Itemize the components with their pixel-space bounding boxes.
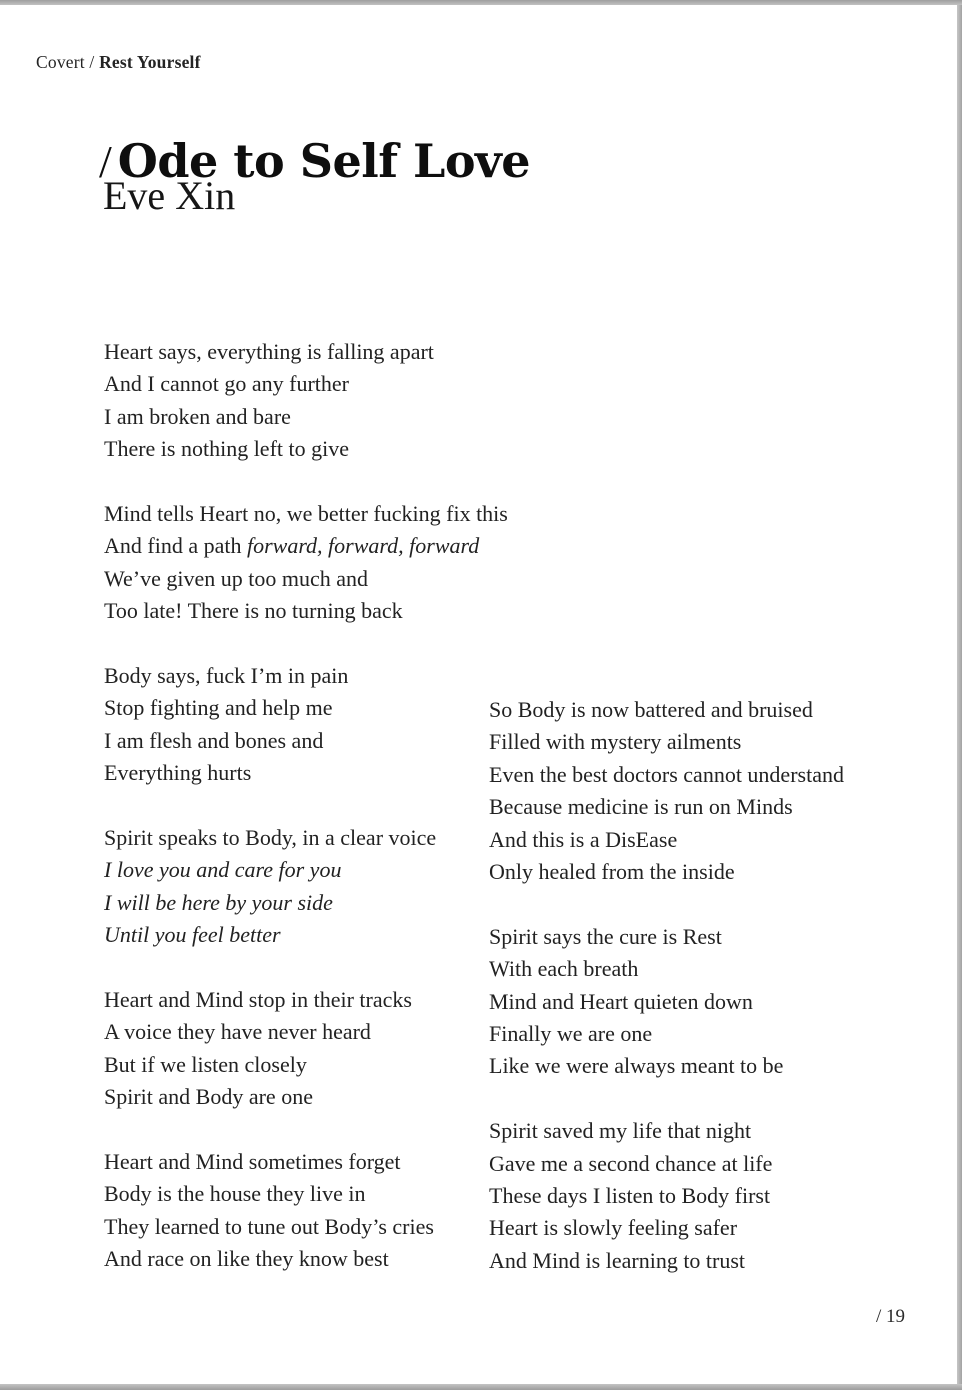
poem-line xyxy=(104,595,508,627)
poem-text: Too late! There is no turning back xyxy=(104,598,403,624)
poem-line xyxy=(489,824,844,856)
poem-column-1 xyxy=(104,336,508,1308)
poem-text: Heart is slowly feeling safer xyxy=(489,1215,738,1241)
poem-line xyxy=(104,433,508,465)
poem-text: There is nothing left to give xyxy=(104,436,349,462)
poem-text: Spirit saved my life that night xyxy=(489,1118,752,1144)
poem-text: We’ve given up too much and xyxy=(104,565,368,591)
poem-line xyxy=(489,1245,844,1277)
poem-line xyxy=(489,1180,844,1212)
poem-text-italic: I love you and care for you xyxy=(104,857,342,883)
poem-text: But if we listen closely xyxy=(104,1051,307,1077)
poem-text: Stop fighting and help me xyxy=(104,695,333,721)
poem-line xyxy=(489,1212,844,1244)
poem-text: Gave me a second chance at life xyxy=(489,1150,773,1176)
poem-line xyxy=(104,854,508,886)
poem-line xyxy=(104,1049,508,1081)
poem-text: Body says, fuck I’m in pain xyxy=(104,663,349,689)
stanza xyxy=(104,984,508,1114)
poem-text: Heart and Mind stop in their tracks xyxy=(104,987,412,1013)
poem-text: Spirit speaks to Body, in a clear voice xyxy=(104,825,437,851)
poem-text: Filled with mystery ailments xyxy=(489,729,742,755)
poem-text: Only healed from the inside xyxy=(489,859,735,885)
poem-line xyxy=(104,1081,508,1113)
poem-column-2 xyxy=(489,694,844,1310)
poem-line xyxy=(104,530,508,562)
poem-line xyxy=(489,726,844,758)
stanza xyxy=(489,694,844,888)
poem-text: Heart says, everything is falling apart xyxy=(104,339,434,364)
poem-text: Even the best doctors cannot understand xyxy=(489,761,844,787)
stanza xyxy=(104,336,508,466)
poem-text: I am flesh and bones and xyxy=(104,727,324,753)
poem-line xyxy=(104,1016,508,1048)
stanza xyxy=(104,1146,508,1276)
poem-line xyxy=(489,1115,844,1147)
breadcrumb-section: Covert xyxy=(36,52,85,72)
stanza xyxy=(489,921,844,1083)
poem-text: I am broken and bare xyxy=(104,403,291,429)
stanza xyxy=(489,1115,844,1277)
poem-line xyxy=(489,759,844,791)
breadcrumb xyxy=(36,52,201,73)
poem-line xyxy=(489,1148,844,1180)
title-slash: / xyxy=(99,135,112,187)
poem-line xyxy=(104,1243,508,1275)
poem-line xyxy=(104,660,508,692)
poem-line xyxy=(489,953,844,985)
poem-line xyxy=(489,921,844,953)
poem-text-italic: Until you feel better xyxy=(104,922,281,948)
poem-line xyxy=(104,563,508,595)
poem-line xyxy=(489,694,844,726)
poem-text: Spirit says the cure is Rest xyxy=(489,923,722,949)
poem-text: Spirit and Body are one xyxy=(104,1084,313,1110)
poem-text: These days I listen to Body first xyxy=(489,1183,771,1209)
poem-line xyxy=(104,336,508,368)
poem-text: Mind tells Heart no, we better fucking fix this xyxy=(104,501,508,527)
author-name: Eve Xin xyxy=(103,173,236,218)
poem-text: Because medicine is run on Minds xyxy=(489,794,793,820)
poem-text-italic: I will be here by your side xyxy=(104,889,333,915)
poem-line xyxy=(104,725,508,757)
poem-line xyxy=(104,1178,508,1210)
poem-text: A voice they have never heard xyxy=(104,1019,371,1045)
page-edge-bottom xyxy=(0,1384,962,1390)
poem-text: So Body is now battered and bruised xyxy=(489,697,813,722)
poem-text: Finally we are one xyxy=(489,1021,653,1047)
title-text: Ode to Self Love xyxy=(117,133,531,188)
poem-text: Heart and Mind sometimes forget xyxy=(104,1149,401,1175)
poem-text: And I cannot go any further xyxy=(104,371,349,397)
poem-text: With each breath xyxy=(489,956,639,982)
stanza xyxy=(104,822,508,952)
poem-text: Body is the house they live in xyxy=(104,1181,366,1207)
poem-text: Everything hurts xyxy=(104,760,252,786)
poem-line xyxy=(104,822,508,854)
poem-text-italic: forward, forward, forward xyxy=(246,533,480,559)
poem-line xyxy=(489,986,844,1018)
poem-text: And this is a DisEase xyxy=(489,826,678,852)
poem-line xyxy=(104,919,508,951)
page-edge-top xyxy=(0,0,962,5)
poem-line xyxy=(489,791,844,823)
poem-text: And Mind is learning to trust xyxy=(489,1247,746,1273)
poem-line xyxy=(104,984,508,1016)
poem-line xyxy=(104,692,508,724)
breadcrumb-current: Rest Yourself xyxy=(99,52,201,72)
page-edge-right xyxy=(957,0,962,1390)
poem-line xyxy=(489,856,844,888)
poem-text: They learned to tune out Body’s cries xyxy=(104,1213,434,1239)
poem-text: Like we were always meant to be xyxy=(489,1053,784,1079)
poem-line xyxy=(104,1211,508,1243)
poem-line xyxy=(104,757,508,789)
poem-text: Mind and Heart quieten down xyxy=(489,988,753,1014)
poem-line xyxy=(104,498,508,530)
poem-line xyxy=(104,368,508,400)
poem-text: And race on like they know best xyxy=(104,1246,389,1272)
stanza xyxy=(104,660,508,790)
poem-line xyxy=(104,401,508,433)
poem-line xyxy=(104,887,508,919)
poem-line xyxy=(489,1018,844,1050)
poem-text: And find a path xyxy=(104,533,247,559)
stanza xyxy=(104,498,508,628)
poem-line xyxy=(104,1146,508,1178)
poem-line xyxy=(489,1050,844,1082)
page-number: / 19 xyxy=(875,1306,905,1327)
breadcrumb-slash: / xyxy=(89,52,95,72)
